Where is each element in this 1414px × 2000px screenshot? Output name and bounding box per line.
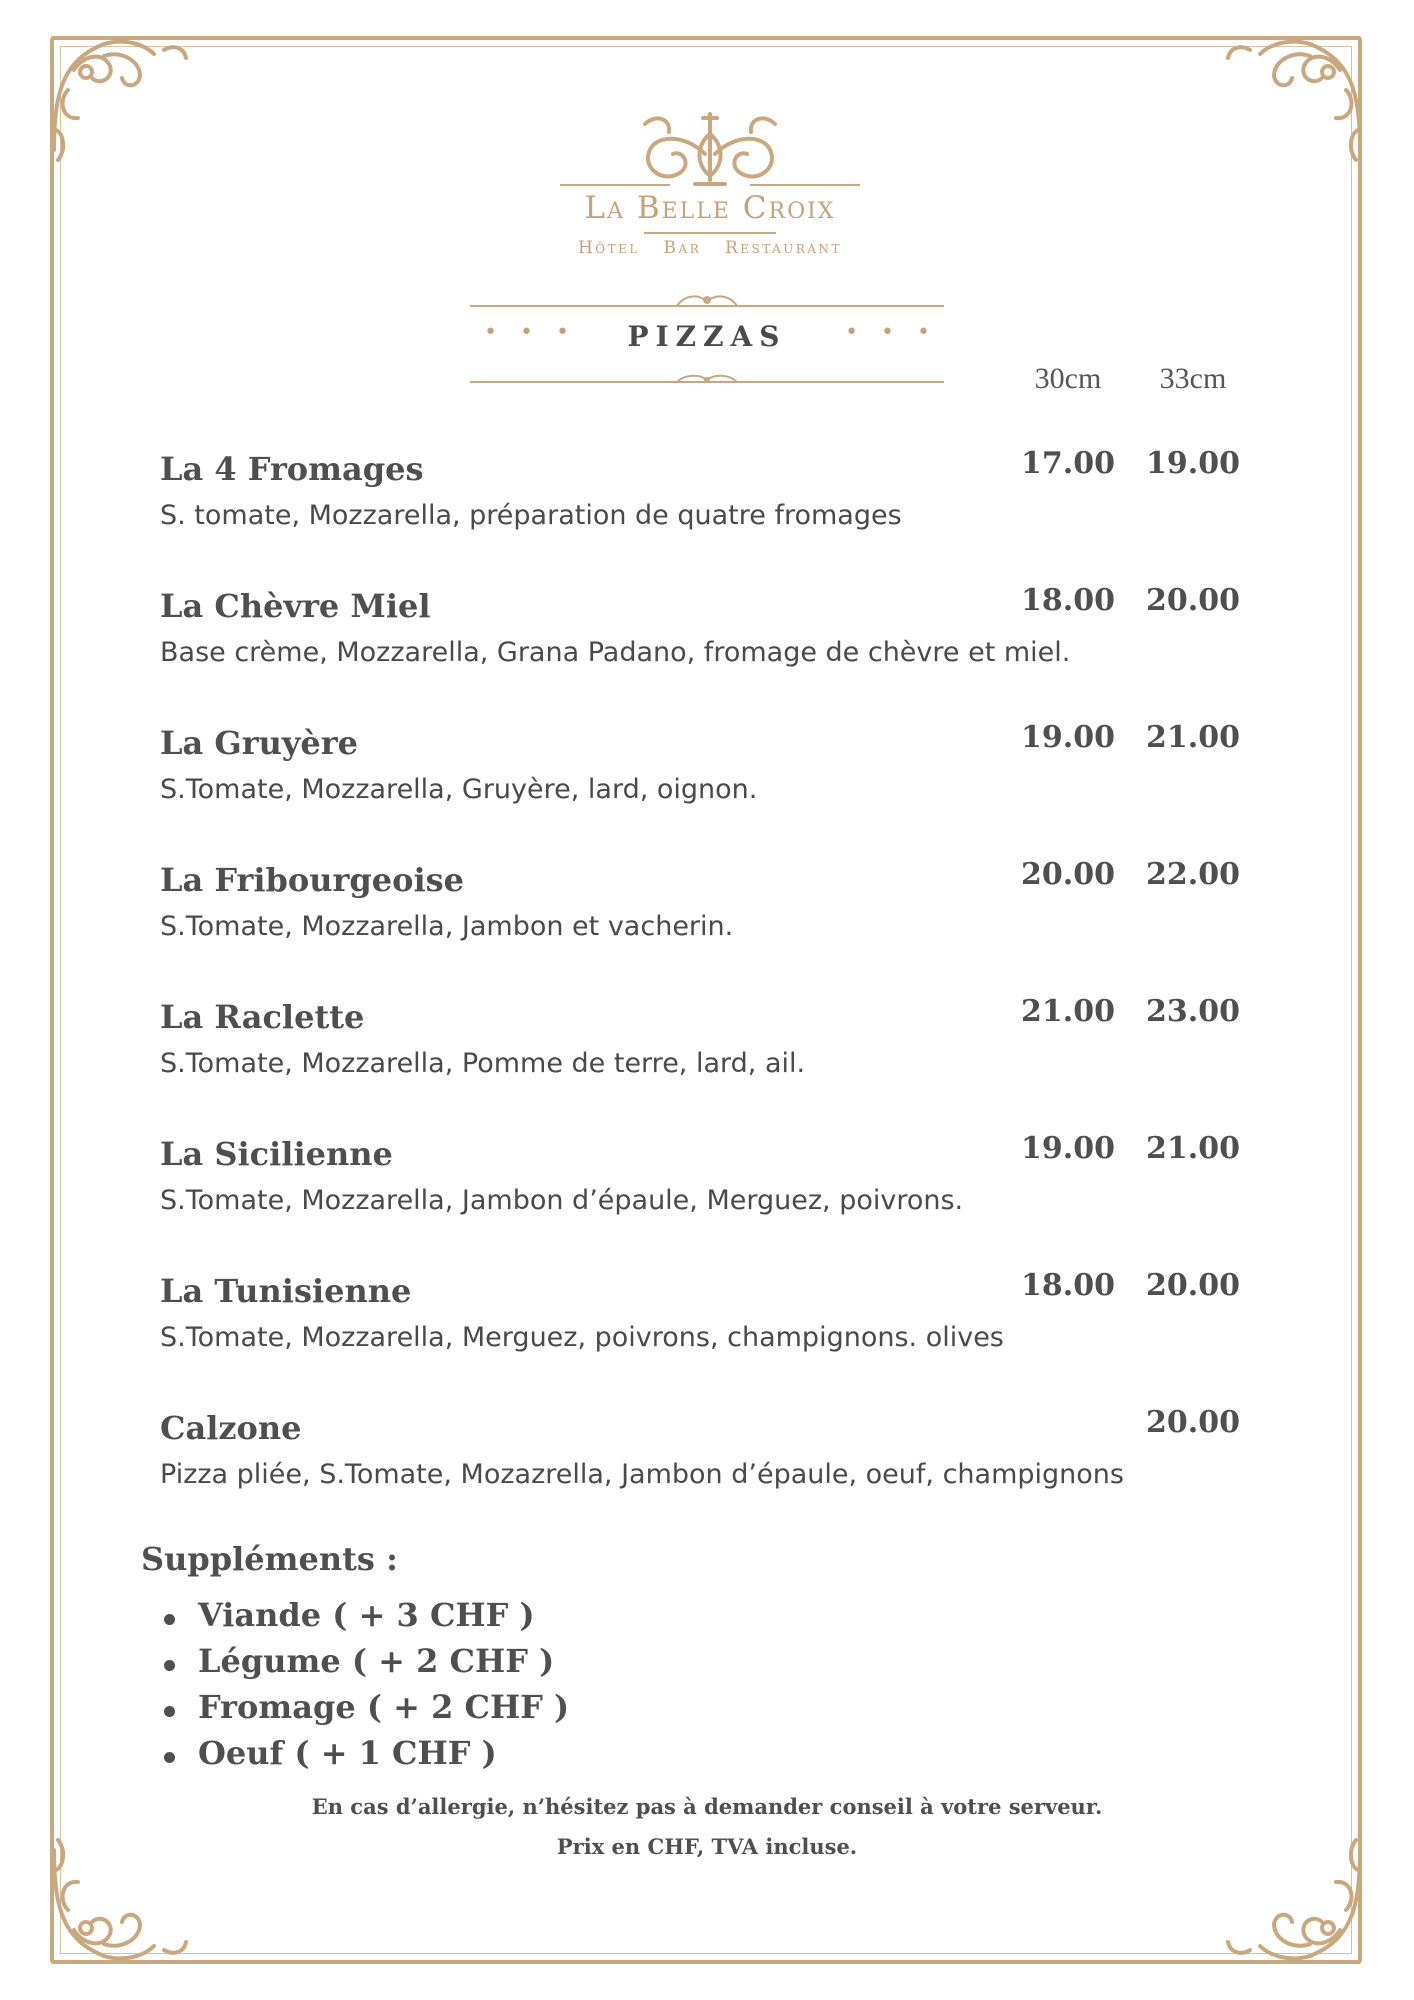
item-name: La Gruyère bbox=[160, 724, 358, 762]
price-30cm: 21.00 bbox=[1021, 994, 1115, 1029]
menu-item bbox=[160, 994, 1240, 1108]
item-name: Calzone bbox=[160, 1409, 302, 1447]
price-33cm: 19.00 bbox=[1146, 446, 1240, 481]
item-name: La Sicilienne bbox=[160, 1135, 393, 1173]
menu-item bbox=[160, 1405, 1240, 1519]
price-33cm: 20.00 bbox=[1146, 1268, 1240, 1303]
price-33cm: 22.00 bbox=[1146, 857, 1240, 892]
price-30cm: 18.00 bbox=[1021, 583, 1115, 618]
menu-item bbox=[160, 446, 1240, 560]
menu-item bbox=[160, 1268, 1240, 1382]
item-name: La Fribourgeoise bbox=[160, 861, 464, 899]
allergy-note: En cas d’allergie, n’hésitez pas à demander conseil à votre serveur. bbox=[311, 1794, 1103, 1819]
price-33cm: 23.00 bbox=[1146, 994, 1240, 1029]
price-30cm: 20.00 bbox=[1021, 857, 1115, 892]
corner-ornament-icon bbox=[44, 30, 194, 180]
size-label-30: 30cm bbox=[1034, 362, 1102, 395]
price-33cm: 21.00 bbox=[1146, 720, 1240, 755]
price-33cm: 21.00 bbox=[1146, 1131, 1240, 1166]
brand-name: La Belle Croix bbox=[584, 190, 836, 226]
price-33cm: 20.00 bbox=[1146, 1405, 1240, 1440]
corner-ornament-icon bbox=[1220, 30, 1370, 180]
price-30cm: 19.00 bbox=[1021, 1131, 1115, 1166]
supplements-list bbox=[160, 1596, 569, 1780]
item-description: S.Tomate, Mozzarella, Jambon d’épaule, Merguez, poivrons. bbox=[160, 1185, 964, 1216]
price-30cm: 19.00 bbox=[1021, 720, 1115, 755]
decorative-dots: • • • bbox=[484, 320, 577, 345]
item-description: Base crème, Mozzarella, Grana Padano, fromage de chèvre et miel. bbox=[160, 637, 1071, 668]
section-banner bbox=[470, 290, 944, 386]
brand-logo bbox=[560, 104, 860, 264]
supplement-item: Fromage ( + 2 CHF ) bbox=[160, 1688, 569, 1734]
item-description: S.Tomate, Mozzarella, Jambon et vacherin. bbox=[160, 911, 734, 942]
item-description: S. tomate, Mozzarella, préparation de quatre fromages bbox=[160, 500, 902, 531]
decorative-dots: • • • bbox=[845, 320, 938, 345]
item-name: La Chèvre Miel bbox=[160, 587, 431, 625]
menu-item bbox=[160, 857, 1240, 971]
menu-item bbox=[160, 720, 1240, 834]
item-description: Pizza pliée, S.Tomate, Mozazrella, Jambon d’épaule, oeuf, champignons bbox=[160, 1459, 1124, 1490]
item-name: La Tunisienne bbox=[160, 1272, 412, 1310]
supplement-item: Oeuf ( + 1 CHF ) bbox=[160, 1734, 569, 1780]
brand-subtitle: Hôtel Bar Restaurant bbox=[577, 238, 843, 258]
section-title: PIZZAS bbox=[627, 320, 787, 353]
item-name: La Raclette bbox=[160, 998, 365, 1036]
price-30cm: 17.00 bbox=[1021, 446, 1115, 481]
fleur-de-lis-icon bbox=[625, 104, 795, 194]
item-description: S.Tomate, Mozzarella, Gruyère, lard, oignon. bbox=[160, 774, 758, 805]
price-30cm: 18.00 bbox=[1021, 1268, 1115, 1303]
size-label-33: 33cm bbox=[1159, 362, 1227, 395]
supplement-item: Légume ( + 2 CHF ) bbox=[160, 1642, 569, 1688]
item-name: La 4 Fromages bbox=[160, 450, 424, 488]
supplements-title: Suppléments : bbox=[141, 1540, 398, 1578]
item-description: S.Tomate, Mozzarella, Pomme de terre, lard, ail. bbox=[160, 1048, 806, 1079]
price-note: Prix en CHF, TVA incluse. bbox=[556, 1834, 858, 1859]
price-33cm: 20.00 bbox=[1146, 583, 1240, 618]
supplement-item: Viande ( + 3 CHF ) bbox=[160, 1596, 569, 1642]
item-description: S.Tomate, Mozzarella, Merguez, poivrons, champignons. olives bbox=[160, 1322, 1004, 1353]
menu-item bbox=[160, 583, 1240, 697]
menu-item bbox=[160, 1131, 1240, 1245]
